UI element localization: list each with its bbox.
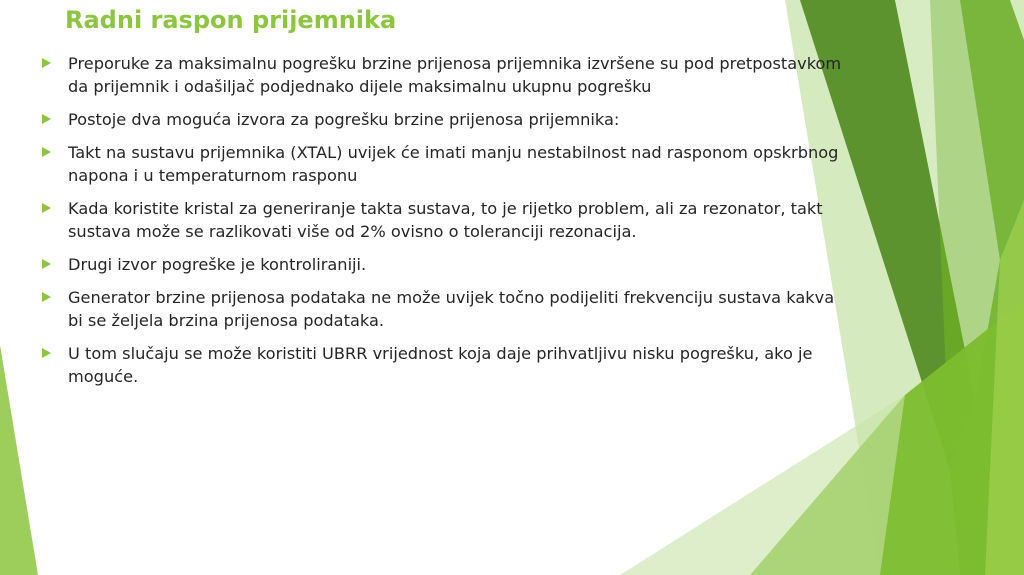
bullet-item <box>40 141 852 187</box>
bullet-item <box>40 52 852 98</box>
bullet-text: Drugi izvor pogreške je kontroliraniji. <box>68 255 367 274</box>
bullet-item <box>40 197 852 243</box>
bullet-text: Postoje dva moguća izvora za pogrešku brzine prijenosa prijemnika: <box>68 110 620 129</box>
bullet-text: U tom slučaju se može koristiti UBRR vrijednost koja daje prihvatljivu nisku pogrešku, ako je moguće. <box>68 344 813 386</box>
bullet-text: Generator brzine prijenosa podataka ne može uvijek točno podijeliti frekvenciju sustava kakva bi se željela brzina prijenosa podataka. <box>68 288 835 330</box>
slide-title: Radni raspon prijemnika <box>65 6 397 34</box>
bullet-text: Takt na sustavu prijemnika (XTAL) uvijek će imati manju nestabilnost nad rasponom opskrbnog napona i u temperaturnom rasponu <box>68 143 839 185</box>
bullet-item <box>40 342 852 388</box>
triangle-bullet-icon <box>42 203 51 213</box>
bullet-text: Kada koristite kristal za generiranje takta sustava, to je rijetko problem, ali za rezonator, takt sustava može se razlikovati više od 2% ovisno o toleranciji rezonacija. <box>68 199 823 241</box>
triangle-bullet-icon <box>42 292 51 302</box>
bullet-item <box>40 253 852 276</box>
bullet-list <box>40 52 852 398</box>
triangle-bullet-icon <box>42 147 51 157</box>
bottom-light-shape <box>620 395 905 575</box>
triangle-bullet-icon <box>42 259 51 269</box>
triangle-bullet-icon <box>42 348 51 358</box>
left-sliver-shape <box>0 345 38 575</box>
triangle-bullet-icon <box>42 58 51 68</box>
bullet-item <box>40 108 852 131</box>
triangle-bullet-icon <box>42 114 51 124</box>
bullet-text: Preporuke za maksimalnu pogrešku brzine prijenosa prijemnika izvršene su pod pretpostavkom da prijemnik i odašiljač podjednako dijele maksimalnu ukupnu pogrešku <box>68 54 842 96</box>
bullet-item <box>40 286 852 332</box>
